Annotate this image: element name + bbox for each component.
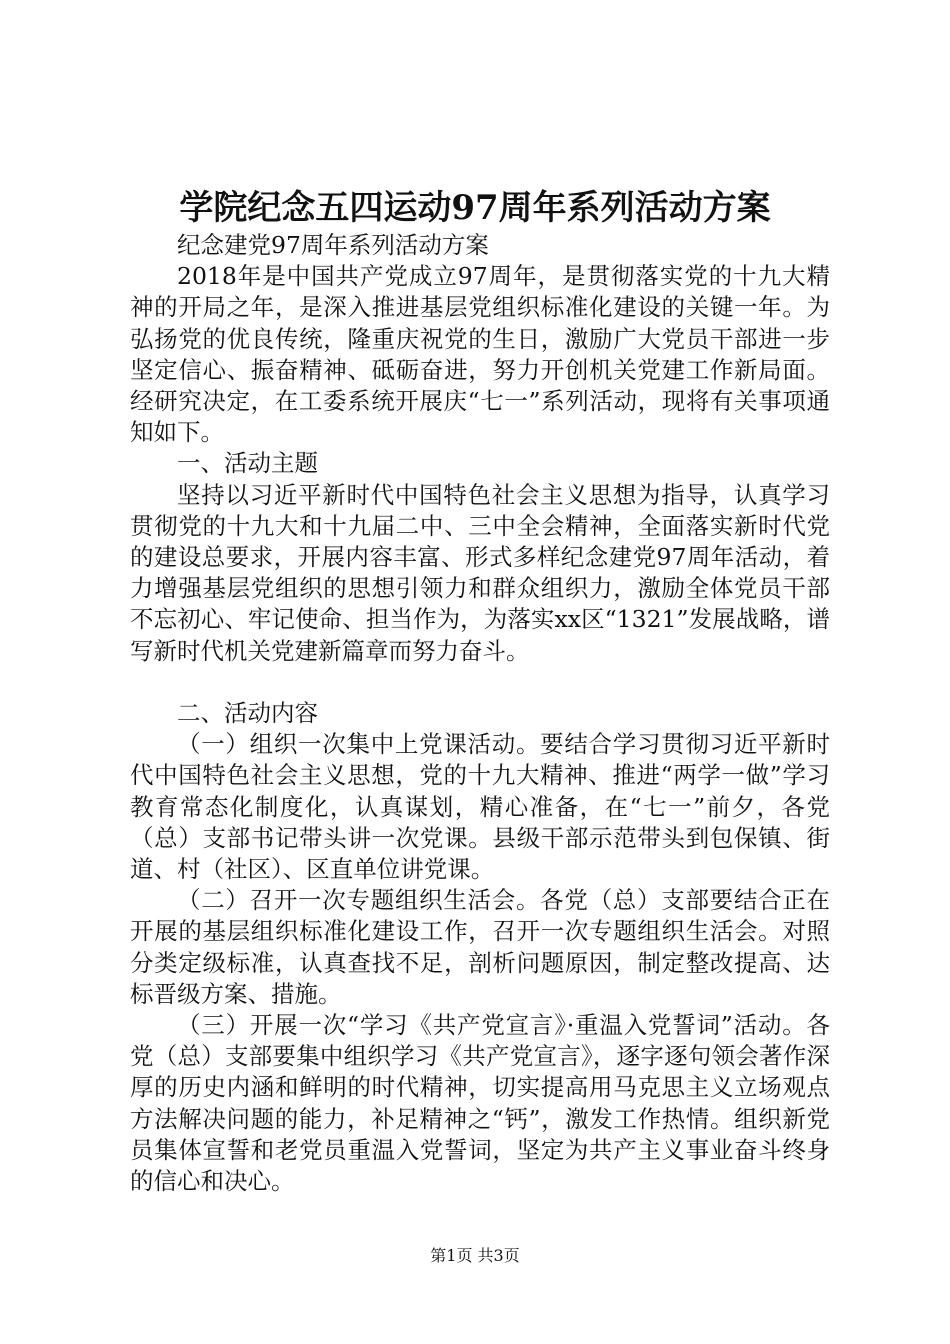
blank-line bbox=[130, 667, 830, 698]
section-heading-content: 二、活动内容 bbox=[177, 699, 318, 728]
content-item-3: （三）开展一次“学习《共产党宣言》·重温入党誓词”活动。各党（总）支部要集中组织学习《共产党宣言》，逐字逐句领会著作深厚的历史内涵和鲜明的时代精神，切实提高用马克思主义立场观点方法解决问题的能力，补足精神之“钙”，激发工作热情。组织新党员集体宣誓和老党员重温入党誓词，坚定为共产主义事业奋斗终身的信心和决心。 bbox=[130, 1011, 830, 1196]
section-heading-theme: 一、活动主题 bbox=[177, 449, 318, 478]
intro-paragraph: 2018年是中国共产党成立97周年，是贯彻落实党的十九大精神的开局之年，是深入推进基层党组织标准化建设的关键一年。为弘扬党的优良传统，隆重庆祝党的生日，激励广大党员干部进一步坚定信心、振奋精神、砥砺奋进，努力开创机关党建工作新局面。经研究决定，在工委系统开展庆“七一”系列活动，现将有关事项通知如下。 bbox=[130, 262, 830, 447]
content-item-1: （一）组织一次集中上党课活动。要结合学习贯彻习近平新时代中国特色社会主义思想，党的十九大精神、推进“两学一做”学习教育常态化制度化，认真谋划，精心准备，在“七一”前夕，各党（总）支部书记带头讲一次党课。县级干部示范带头到包保镇、街道、村（社区）、区直单位讲党课。 bbox=[130, 730, 830, 884]
content-item-2: （二）召开一次专题组织生活会。各党（总）支部要结合正在开展的基层组织标准化建设工作，召开一次专题组织生活会。对照分类定级标准，认真查找不足，剖析问题原因，制定整改提高、达标晋级方案、措施。 bbox=[130, 886, 830, 1008]
page-footer: 第1页 共3页 bbox=[430, 1246, 520, 1265]
theme-paragraph: 坚持以习近平新时代中国特色社会主义思想为指导，认真学习贯彻党的十九大和十九届二中、三中全会精神，全面落实新时代党的建设总要求，开展内容丰富、形式多样纪念建党97周年活动，着力增强基层党组织的思想引领力和群众组织力，激励全体党员干部不忘初心、牢记使命、担当作为，为落实xx区“1321”发展战略，谱写新时代机关党建新篇章而努力奋斗。 bbox=[130, 480, 830, 665]
document-title: 学院纪念五四运动97周年系列活动方案 bbox=[179, 188, 771, 228]
subtitle-paragraph: 纪念建党97周年系列活动方案 bbox=[177, 231, 489, 259]
document-body bbox=[130, 230, 830, 1197]
